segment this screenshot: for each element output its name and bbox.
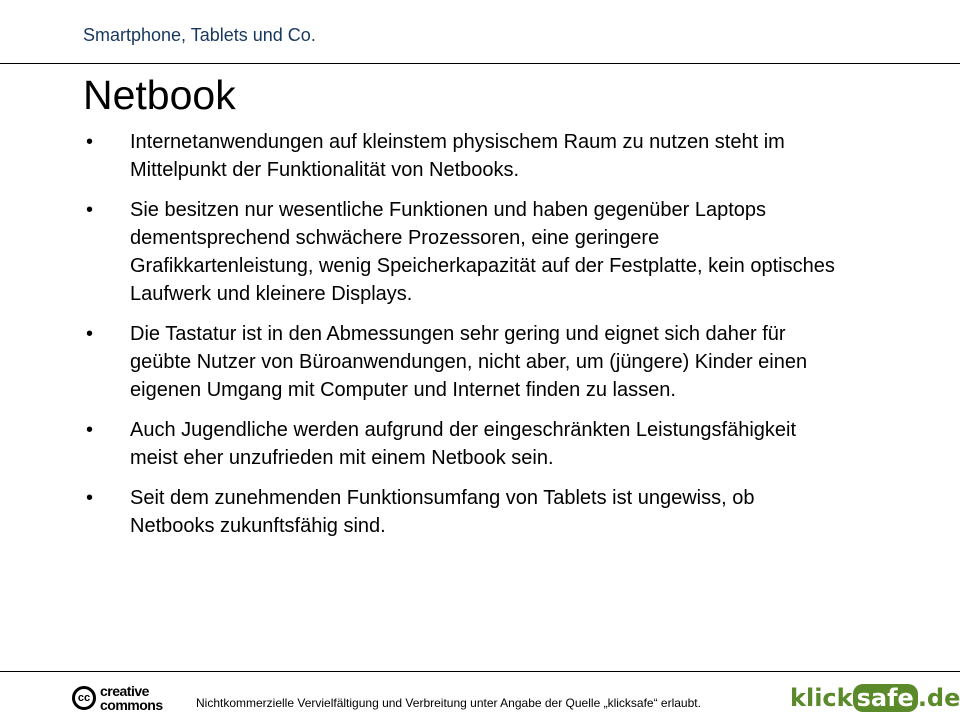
cc-icon: cc	[72, 686, 96, 710]
cc-wordmark-line2: commons	[100, 697, 163, 713]
bullet-dot: •	[86, 131, 94, 153]
bullet-item	[83, 484, 843, 540]
cc-wordmark-line1: creative	[100, 683, 149, 699]
bullet-item	[83, 320, 843, 404]
top-divider	[0, 63, 960, 64]
logo-part-klick: klick	[790, 684, 853, 712]
cc-wordmark	[100, 684, 163, 712]
bullet-text: Seit dem zunehmenden Funktionsumfang von Tablets ist ungewiss, ob Netbooks zukunftsfähig sind.	[130, 487, 755, 537]
bullet-item	[83, 128, 843, 184]
bullet-text: Sie besitzen nur wesentliche Funktionen und haben gegenüber Laptops dementsprechend schwächere Prozessoren, eine geringere Grafikkartenleistung, wenig Speicherkapazität auf der Festplatte, kein optisches Laufwerk und kleinere Displays.	[130, 199, 835, 305]
bullet-text: Internetanwendungen auf kleinstem physischem Raum zu nutzen steht im Mittelpunkt der Funktionalität von Netbooks.	[130, 131, 785, 181]
bullet-dot: •	[86, 419, 94, 441]
klicksafe-logo	[790, 684, 960, 716]
bullet-item	[83, 196, 843, 308]
bullet-text: Die Tastatur ist in den Abmessungen sehr gering und eignet sich daher für geübte Nutzer von Büroanwendungen, nicht aber, um (jüngere) Kinder einen eigenen Umgang mit Computer und Internet finden zu lassen.	[130, 323, 808, 401]
bullet-dot: •	[86, 323, 94, 345]
presentation-subtitle: Smartphone, Tablets und Co.	[83, 25, 316, 45]
license-note: Nichtkommerzielle Vervielfältigung und Verbreitung unter Angabe der Quelle „klicksafe“ erlaubt.	[196, 696, 701, 710]
bullet-dot: •	[86, 487, 94, 509]
logo-part-de: .de	[917, 684, 960, 712]
bullet-text: Auch Jugendliche werden aufgrund der eingeschränkten Leistungsfähigkeit meist eher unzufrieden mit einem Netbook sein.	[130, 419, 797, 469]
slide-title: Netbook	[83, 72, 236, 118]
bullet-list	[83, 128, 843, 552]
bullet-dot: •	[86, 199, 94, 221]
bullet-item	[83, 416, 843, 472]
creative-commons-logo	[72, 684, 190, 714]
logo-part-safe: safe	[853, 684, 918, 712]
bottom-divider	[0, 671, 960, 672]
